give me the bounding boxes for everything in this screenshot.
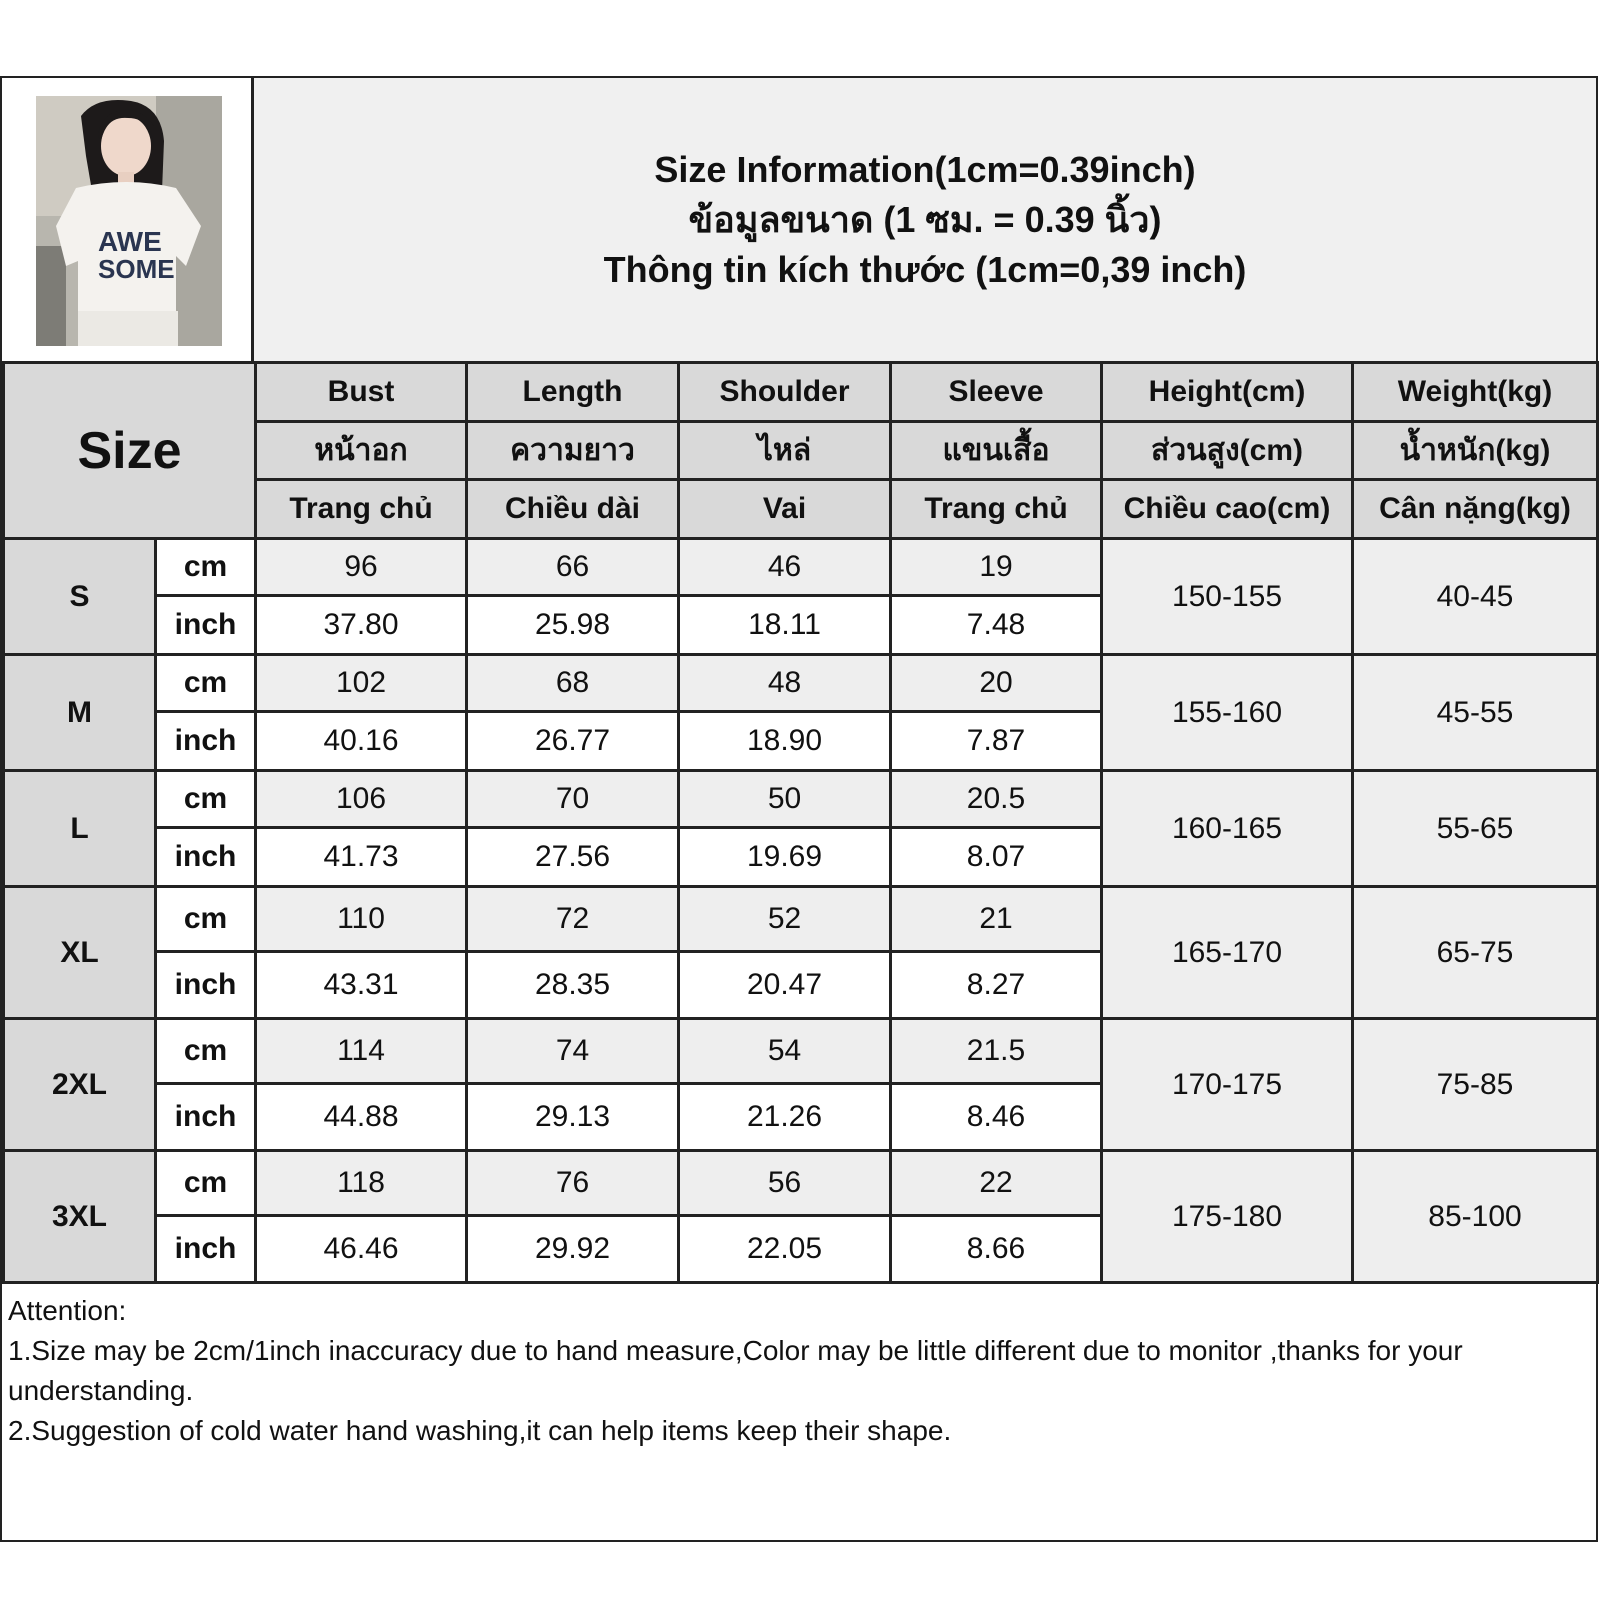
unit-label: inch	[156, 712, 256, 771]
measurement-cell: 19	[891, 539, 1102, 596]
unit-label: inch	[156, 1084, 256, 1151]
notes-heading: Attention:	[8, 1295, 127, 1326]
measurement-cell: 20.5	[891, 771, 1102, 828]
measurement-cell: 21	[891, 887, 1102, 952]
measurement-cell: 29.92	[467, 1216, 679, 1283]
measurement-cell: 22	[891, 1151, 1102, 1216]
title-thai: ข้อมูลขนาด (1 ซม. = 0.39 นิ้ว)	[688, 198, 1162, 240]
measurement-cell: 96	[256, 539, 467, 596]
measurement-cell: 74	[467, 1019, 679, 1084]
unit-label: cm	[156, 1151, 256, 1216]
measurement-cell: 54	[679, 1019, 891, 1084]
attention-notes	[8, 1291, 1588, 1451]
measurement-cell: 7.87	[891, 712, 1102, 771]
measurement-cell: 37.80	[256, 596, 467, 655]
table-row	[4, 655, 1598, 712]
unit-label: inch	[156, 952, 256, 1019]
weight-range-cell: 40-45	[1353, 539, 1598, 655]
chart-header	[2, 78, 1596, 361]
measurement-cell: 27.56	[467, 828, 679, 887]
measurement-cell: 43.31	[256, 952, 467, 1019]
measurement-cell: 25.98	[467, 596, 679, 655]
unit-label: cm	[156, 1019, 256, 1084]
measurement-cell: 72	[467, 887, 679, 952]
column-header-vi: Chiều cao(cm)	[1102, 480, 1353, 539]
measurement-cell: 114	[256, 1019, 467, 1084]
measurement-cell: 40.16	[256, 712, 467, 771]
unit-label: inch	[156, 596, 256, 655]
column-header-en: Shoulder	[679, 363, 891, 422]
measurement-cell: 118	[256, 1151, 467, 1216]
size-label: S	[4, 539, 156, 655]
weight-range-cell: 45-55	[1353, 655, 1598, 771]
unit-label: cm	[156, 771, 256, 828]
shirt-print-1: AWE	[98, 226, 162, 257]
table-row	[4, 1019, 1598, 1084]
title-english: Size Information(1cm=0.39inch)	[654, 148, 1196, 190]
unit-label: inch	[156, 828, 256, 887]
column-header-th: ส่วนสูง(cm)	[1102, 422, 1353, 480]
table-row	[4, 1151, 1598, 1216]
measurement-cell: 8.66	[891, 1216, 1102, 1283]
measurement-cell: 56	[679, 1151, 891, 1216]
measurement-cell: 8.27	[891, 952, 1102, 1019]
column-header-en: Bust	[256, 363, 467, 422]
unit-label: cm	[156, 539, 256, 596]
column-header-en: Weight(kg)	[1353, 363, 1598, 422]
column-header-en: Sleeve	[891, 363, 1102, 422]
measurement-cell: 20	[891, 655, 1102, 712]
height-range-cell: 175-180	[1102, 1151, 1353, 1283]
measurement-cell: 28.35	[467, 952, 679, 1019]
height-range-cell: 160-165	[1102, 771, 1353, 887]
height-range-cell: 170-175	[1102, 1019, 1353, 1151]
measurement-cell: 21.5	[891, 1019, 1102, 1084]
measurement-cell: 52	[679, 887, 891, 952]
measurement-cell: 22.05	[679, 1216, 891, 1283]
column-header-th: หน้าอก	[256, 422, 467, 480]
measurement-cell: 110	[256, 887, 467, 952]
measurement-cell: 8.07	[891, 828, 1102, 887]
weight-range-cell: 85-100	[1353, 1151, 1598, 1283]
column-header-th: น้ำหนัก(kg)	[1353, 422, 1598, 480]
column-header-vi: Chiều dài	[467, 480, 679, 539]
measurement-cell: 18.11	[679, 596, 891, 655]
measurement-cell: 7.48	[891, 596, 1102, 655]
weight-range-cell: 75-85	[1353, 1019, 1598, 1151]
shirt-print-2: SOME	[98, 254, 175, 284]
column-header-vi: Cân nặng(kg)	[1353, 480, 1598, 539]
product-photo	[36, 96, 222, 346]
title-vietnamese: Thông tin kích thước (1cm=0,39 inch)	[603, 248, 1247, 290]
column-header-vi: Vai	[679, 480, 891, 539]
measurement-cell: 48	[679, 655, 891, 712]
measurement-cell: 46	[679, 539, 891, 596]
product-photo-cell	[2, 78, 254, 361]
measurement-cell: 29.13	[467, 1084, 679, 1151]
measurement-cell: 102	[256, 655, 467, 712]
height-range-cell: 155-160	[1102, 655, 1353, 771]
measurement-cell: 50	[679, 771, 891, 828]
size-label: M	[4, 655, 156, 771]
size-header: Size	[4, 363, 256, 539]
size-chart	[0, 76, 1598, 1542]
measurement-cell: 70	[467, 771, 679, 828]
size-label: 3XL	[4, 1151, 156, 1283]
table-row	[4, 539, 1598, 596]
size-label: XL	[4, 887, 156, 1019]
weight-range-cell: 65-75	[1353, 887, 1598, 1019]
size-label: 2XL	[4, 1019, 156, 1151]
measurement-cell: 21.26	[679, 1084, 891, 1151]
measurement-cell: 106	[256, 771, 467, 828]
column-header-th: แขนเสื้อ	[891, 422, 1102, 480]
measurement-cell: 76	[467, 1151, 679, 1216]
weight-range-cell: 55-65	[1353, 771, 1598, 887]
measurement-cell: 20.47	[679, 952, 891, 1019]
measurement-cell: 44.88	[256, 1084, 467, 1151]
notes-line-2: 2.Suggestion of cold water hand washing,it can help items keep their shape.	[8, 1415, 952, 1446]
measurement-cell: 8.46	[891, 1084, 1102, 1151]
column-header-vi: Trang chủ	[256, 480, 467, 539]
measurement-cell: 46.46	[256, 1216, 467, 1283]
measurement-cell: 18.90	[679, 712, 891, 771]
measurement-cell: 66	[467, 539, 679, 596]
table-row	[4, 771, 1598, 828]
unit-label: cm	[156, 655, 256, 712]
column-header-th: ไหล่	[679, 422, 891, 480]
notes-line-1: 1.Size may be 2cm/1inch inaccuracy due to hand measure,Color may be little different due to monitor ,thanks for your understanding.	[8, 1335, 1463, 1406]
measurement-cell: 41.73	[256, 828, 467, 887]
table-row	[4, 887, 1598, 952]
title-block	[254, 78, 1596, 361]
measurement-cell: 26.77	[467, 712, 679, 771]
column-header-en: Length	[467, 363, 679, 422]
size-table	[2, 361, 1599, 1284]
column-header-th: ความยาว	[467, 422, 679, 480]
unit-label: cm	[156, 887, 256, 952]
unit-label: inch	[156, 1216, 256, 1283]
size-label: L	[4, 771, 156, 887]
header-row-en	[4, 363, 1598, 422]
height-range-cell: 165-170	[1102, 887, 1353, 1019]
height-range-cell: 150-155	[1102, 539, 1353, 655]
measurement-cell: 68	[467, 655, 679, 712]
measurement-cell: 19.69	[679, 828, 891, 887]
column-header-vi: Trang chủ	[891, 480, 1102, 539]
column-header-en: Height(cm)	[1102, 363, 1353, 422]
